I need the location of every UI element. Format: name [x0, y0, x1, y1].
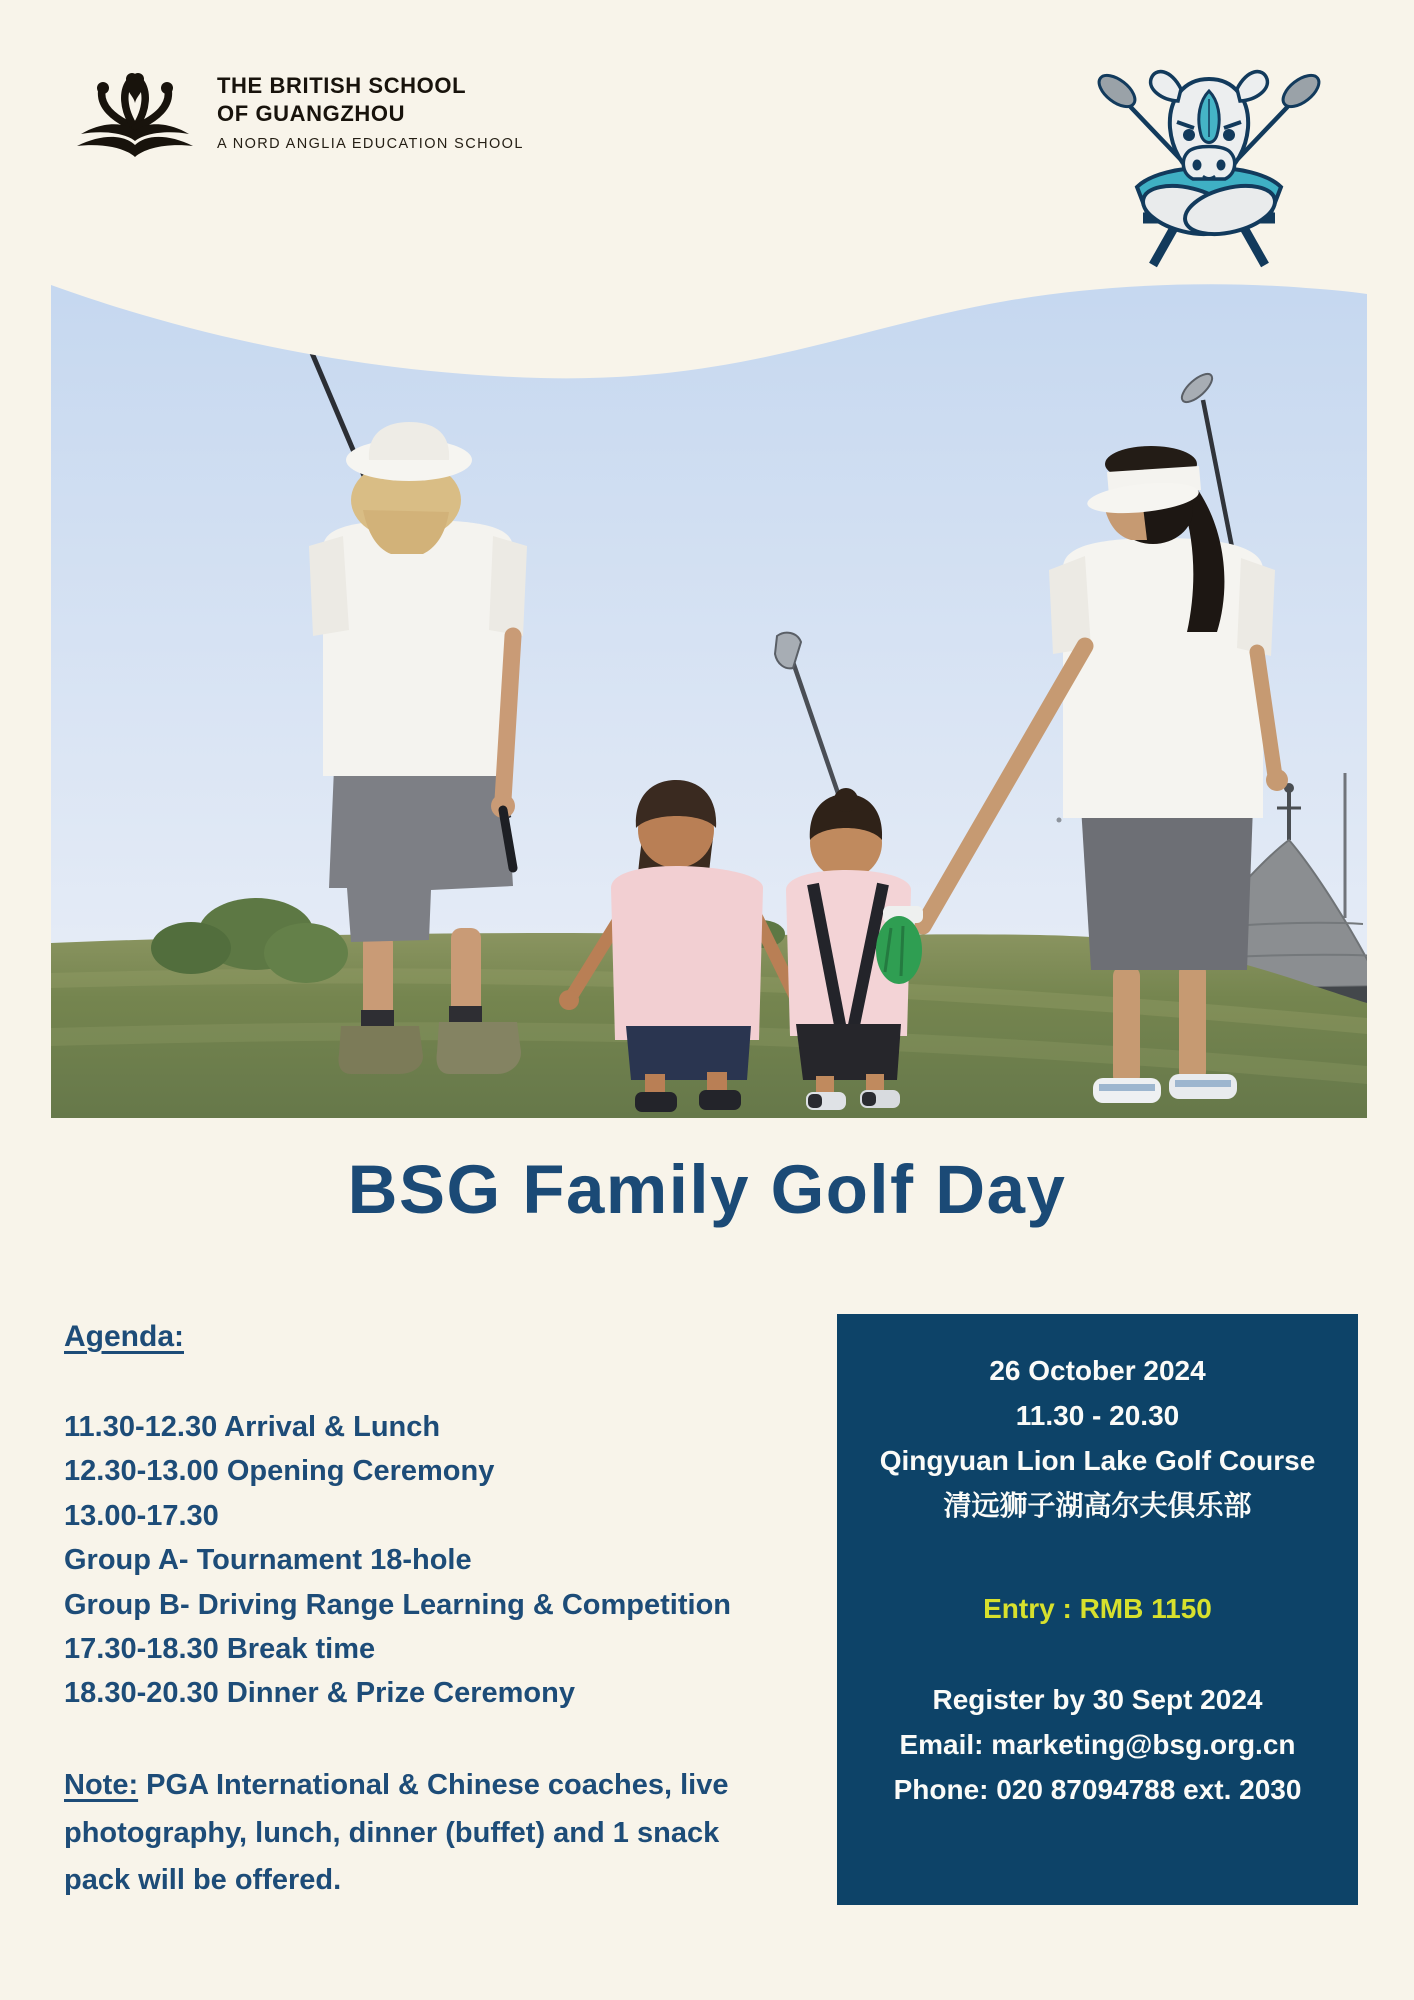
school-name: [217, 72, 524, 152]
school-name-line1: THE BRITISH SCHOOL: [217, 73, 467, 98]
agenda-heading: Agenda:: [64, 1320, 184, 1353]
event-time: 11.30 - 20.30: [1015, 1400, 1180, 1431]
agenda-item: 12.30-13.00 Opening Ceremony: [64, 1455, 495, 1488]
agenda-item: Group A- Tournament 18-hole: [64, 1544, 472, 1577]
agenda-item: 11.30-12.30 Arrival & Lunch: [64, 1411, 441, 1443]
family-golf-photo: [51, 228, 1367, 1118]
agenda-item: 13.00-17.30: [64, 1499, 219, 1532]
agenda-item: 17.30-18.30 Break time: [64, 1633, 376, 1666]
event-info-box: [837, 1314, 1358, 1905]
entry-fee: Entry : RMB 1150: [983, 1593, 1212, 1624]
event-date: 26 October 2024: [989, 1355, 1206, 1386]
agenda-section: [64, 1318, 774, 1716]
note-label: Note:: [64, 1769, 139, 1801]
contact-email: Email: marketing@bsg.org.cn: [899, 1729, 1296, 1760]
note-paragraph: [64, 1762, 769, 1905]
event-venue-zh: 清远狮子湖高尔夫俱乐部: [943, 1490, 1252, 1521]
contact-phone: Phone: 020 87094788 ext. 2030: [893, 1774, 1302, 1805]
note-text: PGA International & Chinese coaches, live photography, lunch, dinner (buffet) and 1 snack pack will be offered.: [64, 1769, 729, 1896]
agenda-list: [64, 1405, 774, 1716]
agenda-item: Group B- Driving Range Learning & Competition: [64, 1588, 731, 1621]
agenda-item: 18.30-20.30 Dinner & Prize Ceremony: [64, 1677, 575, 1710]
school-logo-icon: [73, 56, 197, 164]
school-tagline: A NORD ANGLIA EDUCATION SCHOOL: [217, 136, 524, 152]
event-venue-en: Qingyuan Lion Lake Golf Course: [879, 1445, 1316, 1476]
school-name-line2: OF GUANGZHOU: [217, 101, 406, 126]
page-title: BSG Family Golf Day: [347, 1151, 1067, 1228]
register-deadline: Register by 30 Sept 2024: [932, 1684, 1263, 1715]
